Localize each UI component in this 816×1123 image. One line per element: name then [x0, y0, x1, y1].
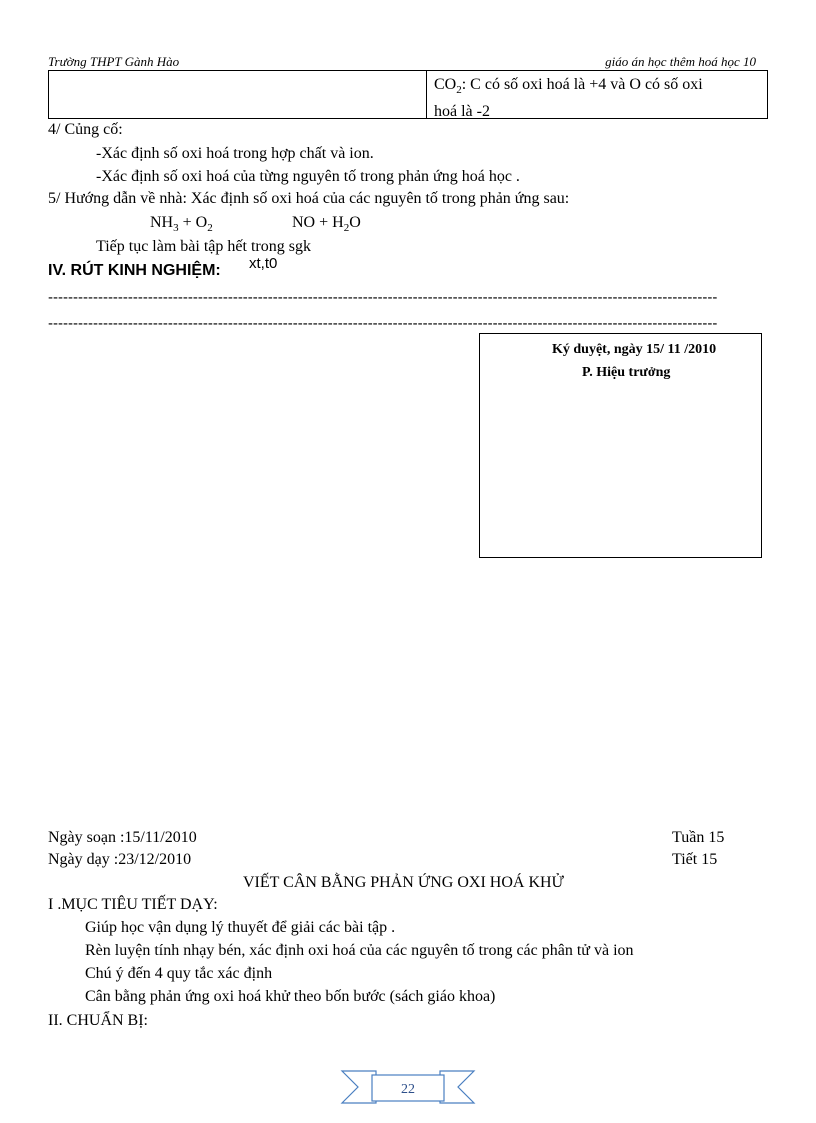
- page-number: 22: [401, 1082, 415, 1097]
- equation-left: [150, 214, 213, 234]
- cungco-item-2: -Xác định số oxi hoá của từng nguyên tố trong phản ứng hoá học .: [96, 168, 520, 185]
- goal-2: Rèn luyện tính nhạy bén, xác định oxi hoá của các nguyên tố trong các phân tử và ion: [85, 942, 634, 959]
- huongdan-text: 5/ Hướng dẫn về nhà: Xác định số oxi hoá của các nguyên tố trong phản ứng sau:: [48, 190, 570, 207]
- eq-nh: NH: [150, 214, 174, 231]
- content-table: [48, 70, 768, 119]
- rutkinh-title: IV. RÚT KINH NGHIỆM:: [48, 262, 221, 279]
- signature-date: Ký duyệt, ngày 15/ 11 /2010: [552, 342, 717, 357]
- ngay-day: Ngày dạy :23/12/2010: [48, 851, 192, 868]
- goal-3: Chú ý đến 4 quy tắc xác định: [85, 965, 273, 982]
- table-divider: [426, 70, 427, 118]
- dash-line-2: --------------------------------------------------------------------------------------------------------------------------------------: [48, 315, 718, 332]
- goal-1: Giúp học vận dụng lý thuyết để giải các bài tập .: [85, 919, 396, 936]
- cungco-title: 4/ Củng cố:: [48, 121, 123, 138]
- equation-right: [292, 214, 361, 234]
- chuan-bi-heading: II. CHUẨN BỊ:: [48, 1012, 148, 1029]
- table-cell: [434, 74, 764, 122]
- eq-h-sub: 2: [343, 222, 350, 235]
- tuan: Tuần 15: [672, 829, 725, 846]
- eq-plus: + O: [178, 214, 208, 231]
- eq-no: NO + H: [292, 214, 344, 231]
- header-school: Trường THPT Gành Hào: [48, 54, 180, 69]
- reaction-condition: xt,t0: [249, 255, 278, 272]
- eq-o: O: [349, 214, 361, 231]
- cell-text: : C có số oxi hoá là +4 và O có số oxi: [461, 76, 703, 93]
- eq-nh-sub: 3: [173, 222, 179, 235]
- cungco-item-1: -Xác định số oxi hoá trong hợp chất và ion.: [96, 145, 374, 162]
- signature-title: P. Hiệu trưởng: [582, 365, 671, 380]
- lesson-title: VIẾT CÂN BẰNG PHẢN ỨNG OXI HOÁ KHỬ: [243, 874, 564, 891]
- goal-4: Cân bằng phản ứng oxi hoá khử theo bốn bước (sách giáo khoa): [85, 988, 496, 1005]
- cell-formula-sub: 2: [456, 84, 462, 97]
- cell-formula: CO: [434, 76, 457, 93]
- eq-o-sub: 2: [207, 222, 213, 235]
- tiet: Tiết 15: [672, 851, 718, 868]
- signature-box: [479, 333, 762, 558]
- cell-text-line2: hoá là -2: [434, 103, 490, 121]
- ngay-soan: Ngày soạn :15/11/2010: [48, 829, 197, 846]
- huongdan-continue: Tiếp tục làm bài tập hết trong sgk: [96, 238, 311, 255]
- muc-tieu-heading: I .MỤC TIÊU TIẾT DẠY:: [48, 896, 218, 913]
- dash-line-1: --------------------------------------------------------------------------------------------------------------------------------------: [48, 289, 718, 306]
- header-subject: giáo án học thêm hoá học 10: [605, 54, 756, 69]
